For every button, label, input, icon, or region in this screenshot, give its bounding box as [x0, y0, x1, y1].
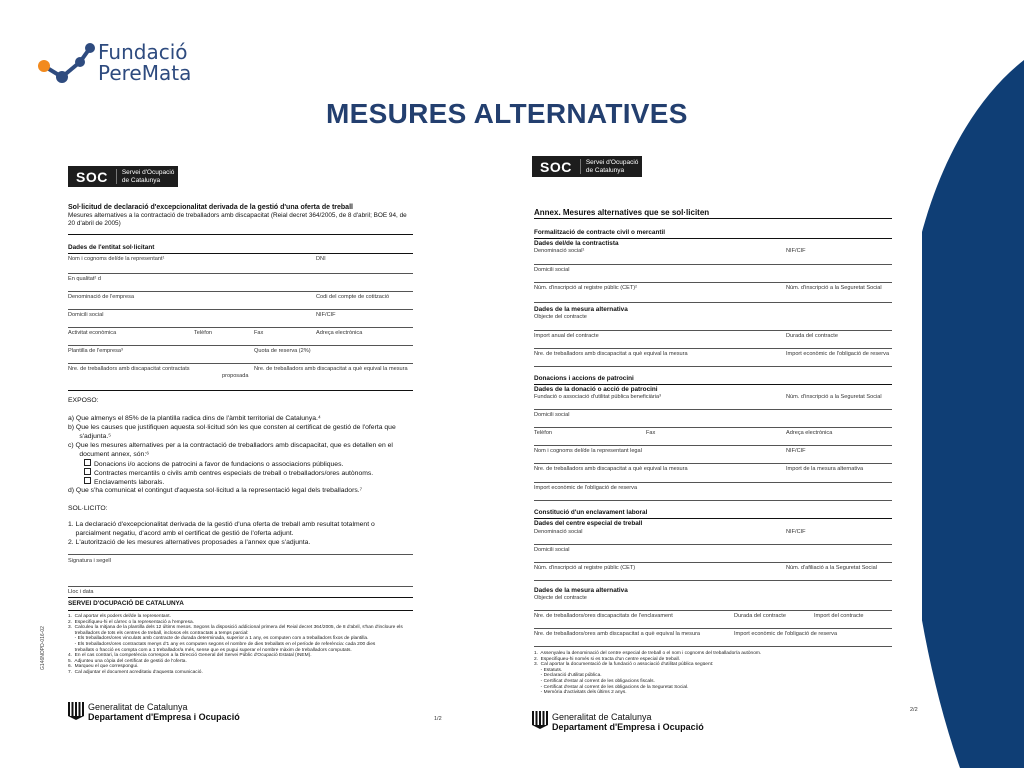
soc-logo — [68, 166, 178, 187]
generalitat-footer: Generalitat de Catalunya Departament d'Empresa i Ocupació — [88, 702, 240, 722]
field-label: Núm. d'afiliació a la Seguretat Social — [786, 565, 877, 571]
field-label: Adreça electrònica — [786, 430, 833, 436]
signatura-label: Signatura i segell — [68, 558, 111, 564]
sub-donacio: Dades de la donació o acció de patrocini — [534, 386, 658, 393]
field-label: Objecte del contracte — [534, 595, 587, 601]
field-label: Núm. d'inscripció a la Seguretat Social — [786, 394, 882, 400]
sub-mesura: Dades de la mesura alternativa — [534, 306, 628, 313]
field-label: Import del contracte — [814, 613, 864, 619]
field-label: proposada — [222, 373, 249, 379]
checkbox-enclavaments[interactable]: Enclavaments laborals. — [84, 477, 164, 487]
checkbox-donacions[interactable]: Donacions i/o accions de patrocini a favor de fundacions o associacions públiques. — [84, 459, 343, 469]
field-label: Nre. de treballadors/ores amb discapacitat a què equival la mesura — [534, 631, 701, 637]
page-number: 2/2 — [910, 707, 918, 713]
field-label: Activitat econòmica — [68, 330, 117, 336]
soc-name: Servei d'Ocupació de Catalunya — [116, 169, 179, 184]
soc-logo — [532, 156, 642, 177]
solicito-item: 1. La declaració d'excepcionalitat derivada de la gestió d'una oferta de treball amb resultat totalment o — [68, 521, 375, 528]
field-label: Import anual del contracte — [534, 333, 599, 339]
field-label: Denominació social¹ — [534, 248, 585, 254]
field-label: Telèfon — [194, 330, 213, 336]
soc-name: Servei d'Ocupació de Catalunya — [580, 159, 643, 174]
field-label: Nre. de treballadors amb discapacitat contractats — [68, 366, 190, 372]
servei-heading: SERVEI D'OCUPACIÓ DE CATALUNYA — [68, 600, 184, 607]
exposo-item: b) Que les causes que justifiquen aquesta sol·licitud són les que consten al certificat de gestió de l'oferta que — [68, 424, 396, 431]
field-label: Import econòmic de l'obligació de reserva — [534, 485, 638, 491]
field-label: Núm. d'inscripció al registre públic (CET)² — [534, 285, 638, 291]
sub-mesura: Dades de la mesura alternativa — [534, 587, 628, 594]
checkbox-icon — [84, 477, 91, 484]
sub-contractista: Dades del/de la contractista — [534, 240, 619, 247]
field-label: NIF/CIF — [786, 448, 806, 454]
field-label: En qualitat² d — [68, 276, 101, 282]
generalitat-emblem-icon — [532, 711, 548, 729]
soc-abbr: SOC — [76, 168, 108, 185]
field-label: Plantilla de l'empresa³ — [68, 348, 123, 354]
field-label: Nre. de treballadors amb discapacitat a què equival la mesura — [534, 466, 688, 472]
lloc-data-label: Lloc i data — [68, 589, 94, 595]
field-label: Fundació o associació d'utilitat pública beneficiària³ — [534, 394, 661, 400]
soc-abbr: SOC — [540, 158, 572, 175]
field-label: Domicili social — [68, 312, 104, 318]
exposo-heading: EXPOSO: — [68, 397, 99, 404]
exposo-item: a) Que almenys el 85% de la plantilla radica dins de l'àmbit territorial de Catalunya.⁴ — [68, 415, 321, 422]
field-label: Import econòmic de l'obligació de reserva — [734, 631, 838, 637]
field-label: Domicili social — [534, 547, 570, 553]
field-label: Domicili social — [534, 267, 570, 273]
field-label: Import de la mesura alternativa — [786, 466, 864, 472]
field-label: Domicili social — [534, 412, 570, 418]
field-label: Núm. d'inscripció a la Seguretat Social — [786, 285, 882, 291]
field-label: NIF/CIF — [786, 248, 806, 254]
form1-notes: 1. Cal aportar els poders del/de la representant. 2. Especifiqueu-hi el càrrec o la representació a l'empresa. 3. Calculeu la mitjana de la plantilla dels 12 últims mesos. Segons la disposició addicional primera del Reial decret 364/2005, de 8 d'abril, s'han d'incloure els treballadors de tots els centres de treball, inclosos els contractats a temps parcial: - Els treballadors/ores vinculats amb contracte de durada determinada, superior a 1 any, es computen com a treballadors fixos de plantilla. - Els treballadors/ores contractats menys d'1 any es computen segons el nombre de dies treballats en el període de referència: cada 200 dies treballats o fracció es compta com a 1 treballador/a més, sense que es pugui superar el nombre màxim de treballadors computats. 4. En el cas contrari, la competència correspon a la Direcció General del Servei Públic d'Ocupació Estatal (INEM). 5. Adjunteu una còpia del certificat de gestió de l'oferta. 6. Marqueu el que correspongui. 7. Cal adjuntar el document acreditatiu d'aquesta comunicació. — [68, 614, 403, 675]
sub-centre: Dades del centre especial de treball — [534, 520, 643, 527]
checkbox-icon — [84, 468, 91, 475]
field-label: Telèfon — [534, 430, 553, 436]
logo-line2: PereMata — [98, 61, 192, 85]
form2-notes: 1. Assenyaleu la denominació del centre especial de treball o el nom i cognoms del treballador/a autònom. 2. Especifiqueu-hi només si es tracta d'un centre especial de treball. 3. Cal aportar la documentació de la fundació o associació d'utilitat pública següent: - Estatuts. - Declaració d'utilitat pública. - Certificat d'estar al corrent de les obligacions fiscals. - Certificat d'estar al corrent de les obligacions de la Seguretat Social. - Memòria d'activitats dels últims 2 anys. — [534, 651, 762, 696]
page-title: MESURES ALTERNATIVES — [326, 98, 688, 129]
solicito-item: 2. L'autorització de les mesures alternatives proposades a l'annex que s'adjunta. — [68, 539, 311, 546]
field-label: Fax — [646, 430, 656, 436]
checkbox-contractes[interactable]: Contractes mercantils o civils amb centres especials de treball o treballadors/ores autònoms. — [84, 468, 373, 478]
solicito-heading: SOL·LICITO: — [68, 505, 108, 512]
logo-wordmark — [98, 42, 191, 84]
section-entitat: Dades de l'entitat sol·licitant — [68, 244, 155, 251]
field-label: Objecte del contracte — [534, 314, 587, 320]
exposo-item: d) Que s'ha comunicat el contingut d'aquesta sol·licitud a la representació legal dels treballadors.⁷ — [68, 487, 363, 494]
solicito-item: parcialment negatiu, d'acord amb el certificat de gestió de l'oferta adjunt. — [68, 530, 294, 537]
generalitat-emblem-icon — [68, 702, 84, 720]
form1-title: Sol·licitud de declaració d'excepcionalitat derivada de la gestió d'una oferta de treball — [68, 204, 353, 211]
field-label: Fax — [254, 330, 264, 336]
section-civil: Formalització de contracte civil o mercantil — [534, 229, 666, 236]
field-label: Denominació de l'empresa — [68, 294, 135, 300]
annex-title: Annex. Mesures alternatives que se sol·liciten — [534, 208, 710, 217]
field-label: Codi del compte de cotització — [316, 294, 390, 300]
field-label: Nom i cognoms del/de la representant legal — [534, 448, 642, 454]
field-label: Núm. d'inscripció al registre públic (CET) — [534, 565, 636, 571]
exposo-item: document annex, són:⁶ — [68, 451, 150, 458]
logo-line1: Fundació — [98, 40, 188, 64]
field-label: Denominació social — [534, 529, 583, 535]
exposo-item: s'adjunta.⁵ — [68, 433, 112, 440]
page-number: 1/2 — [434, 716, 442, 722]
form-annex-document — [520, 148, 922, 736]
field-label: Nom i cognoms del/de la representant¹ — [68, 256, 165, 262]
field-label: NIF/CIF — [786, 529, 806, 535]
field-label: Nre. de treballadors amb discapacitat a què equival la mesura — [534, 351, 688, 357]
field-label: Import econòmic de l'obligació de reserva — [786, 351, 890, 357]
form1-subtitle: Mesures alternatives a la contractació de treballadors amb discapacitat (Reial decret 364/2005, de 8 d'abril; BOE 94, de 20 d'abril de 2005) — [68, 212, 407, 227]
field-label: NIF/CIF — [316, 312, 336, 318]
field-label: DNI — [316, 256, 326, 262]
section-donacions: Donacions i accions de patrocini — [534, 375, 634, 382]
field-label: Adreça electrònica — [316, 330, 363, 336]
exposo-item: c) Que les mesures alternatives per a la contractació de treballadors amb discapacitat, que es detallen en el — [68, 442, 393, 449]
checkbox-icon — [84, 459, 91, 466]
generalitat-footer: Generalitat de Catalunya Departament d'Empresa i Ocupació — [552, 712, 704, 732]
field-label: Nre. de treballadors/ores discapacitats de l'enclavament — [534, 613, 673, 619]
side-code: G146NOPD-016-02 — [40, 626, 46, 670]
form-request-document — [58, 160, 460, 732]
field-label: Durada del contracte — [734, 613, 786, 619]
field-label: Quota de reserva (2%) — [254, 348, 311, 354]
section-enclavament: Constitució d'un enclavament laboral — [534, 509, 648, 516]
field-label: Nre. de treballadors amb discapacitat a què equival la mesura — [254, 366, 408, 372]
field-label: Durada del contracte — [786, 333, 838, 339]
